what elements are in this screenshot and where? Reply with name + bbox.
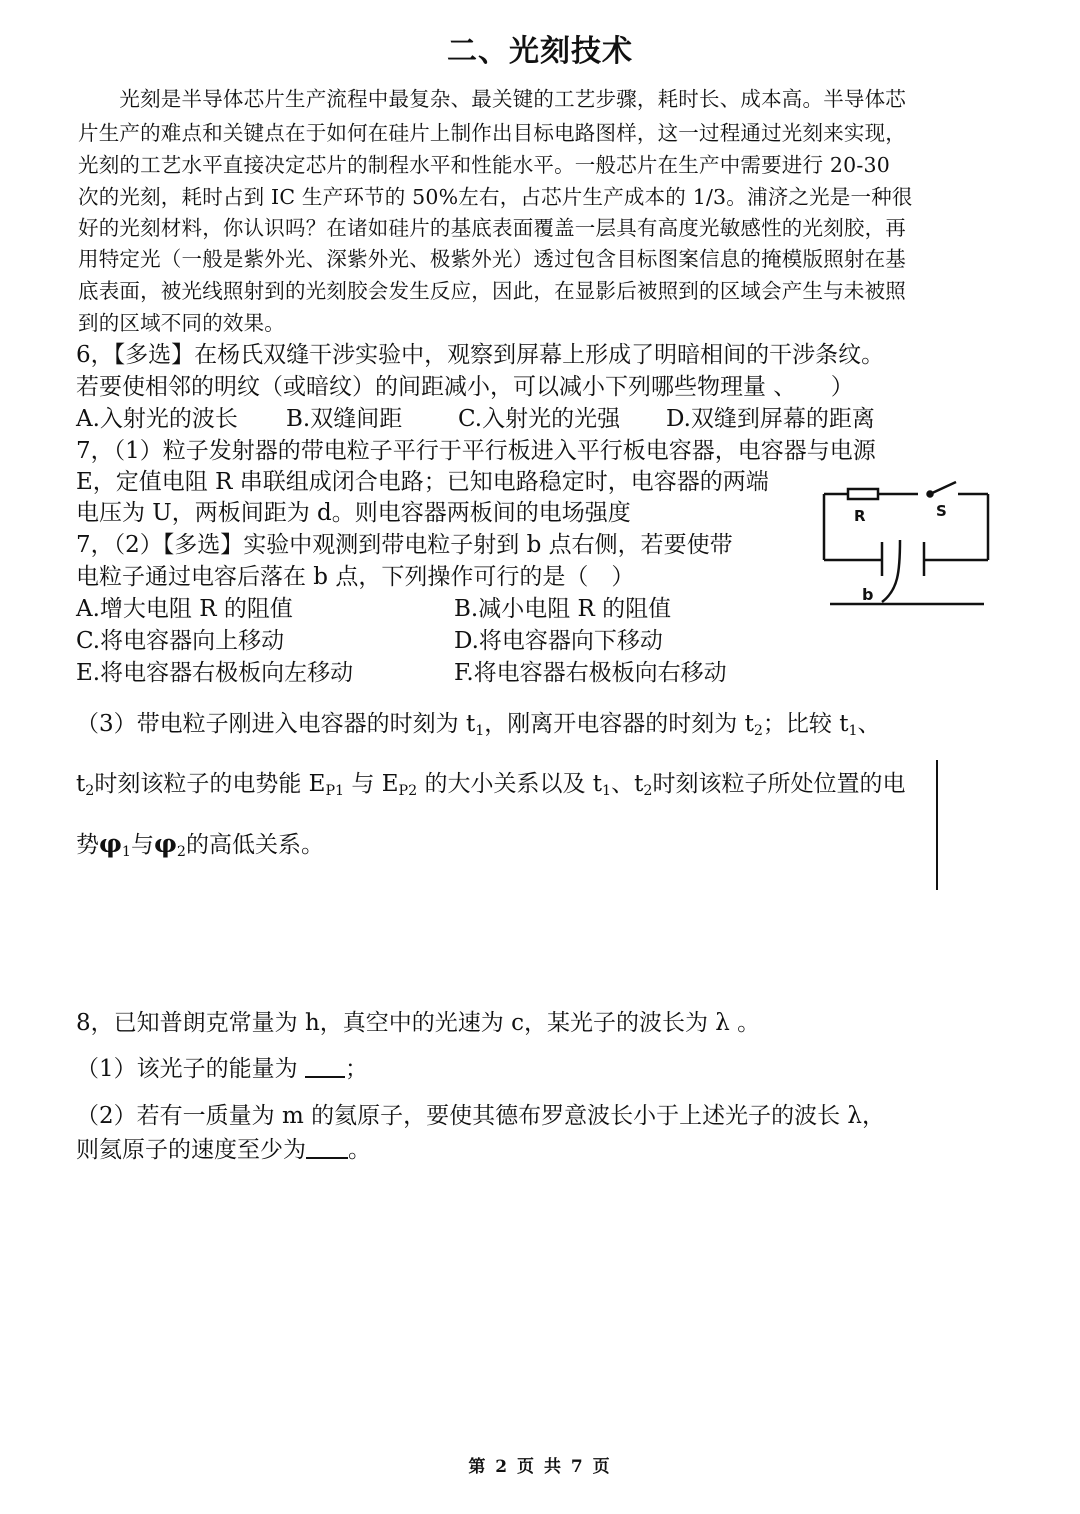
q7-part3-text: 与 (130, 832, 154, 858)
answer-blank[interactable] (305, 1056, 345, 1078)
q6-option-a: A.入射光的波长 (76, 406, 238, 432)
intro-line: 次的光刻，耗时占到 IC 生产环节的 50%左右，占芯片生产成本的 1/3。浦济之光是一种很 (78, 185, 913, 209)
answer-area-divider (936, 760, 938, 890)
q7-part3-text: 势 (76, 832, 99, 858)
q7-part3-line3 (76, 826, 324, 860)
q6-option-b: B.双缝间距 (286, 406, 403, 432)
intro-line: 用特定光（一般是紫外光、深紫外光、极紫外光）透过包含目标图案信息的掩模版照射在基 (78, 247, 906, 271)
subscript: 1 (602, 782, 612, 799)
resistor-label: R (854, 507, 866, 525)
particle-trajectory (882, 540, 900, 602)
q8-part1-end: ； (344, 1056, 368, 1082)
q8-part1-text: （1）该光子的能量为 (76, 1056, 305, 1082)
switch-label: S (936, 502, 947, 520)
intro-line: 光刻是半导体芯片生产流程中最复杂、最关键的工艺步骤，耗时长、成本高。半导体芯 (78, 87, 906, 111)
subscript: 2 (85, 782, 95, 799)
q8-stem: 8，已知普朗克常量为 h，真空中的光速为 c，某光子的波长为 λ 。 (76, 1010, 761, 1036)
q7-part2-line2: 电粒子通过电容后落在 b 点，下列操作可行的是（ ） (76, 564, 635, 590)
subscript: 1 (121, 843, 131, 860)
q7-part3-text: 、 (857, 711, 881, 737)
q8-part2-line1: （2）若有一质量为 m 的氦原子，要使其德布罗意波长小于上述光子的波长 λ， (76, 1103, 885, 1129)
subscript: P1 (325, 782, 345, 799)
q8-part2-text: 则氦原子的速度至少为 (76, 1137, 306, 1163)
subscript: 2 (176, 843, 186, 860)
q7-part3-text: 时刻该粒子的电势能 E (94, 771, 326, 797)
q7-part3-text: 与 E (344, 771, 399, 797)
section-title: 二、光刻技术 (447, 34, 633, 69)
subscript: 2 (753, 722, 763, 739)
point-b-label: b (862, 585, 874, 604)
q7-part1-line2: E，定值电阻 R 串联组成闭合电路；已知电路稳定时，电容器的两端 (76, 469, 769, 495)
answer-blank[interactable] (306, 1137, 348, 1159)
q7-part3-text: 、t (611, 771, 644, 797)
subscript: 2 (643, 782, 653, 799)
q6-stem-line1: 6，【多选】在杨氏双缝干涉实验中，观察到屏幕上形成了明暗相间的干涉条纹。 (76, 342, 885, 368)
phi-symbol: φ (153, 828, 177, 858)
intro-line: 光刻的工艺水平直接决定芯片的制程水平和性能水平。一般芯片在生产中需要进行 20-30 (78, 153, 891, 177)
q7-part2-line1: 7，（2）【多选】实验中观测到带电粒子射到 b 点右侧，若要使带 (76, 532, 733, 558)
q8-part1 (76, 1050, 368, 1083)
q7-option-e: E.将电容器右极板向左移动 (76, 660, 354, 686)
q7-option-a: A.增大电阻 R 的阻值 (76, 596, 293, 622)
resistor-symbol (848, 489, 878, 499)
q7-part3-line2 (76, 765, 905, 799)
subscript: P2 (398, 782, 418, 799)
q7-part3-text: ，刚离开电容器的时刻为 t (484, 711, 754, 737)
q7-part3-text: 的高低关系。 (185, 832, 324, 858)
intro-line: 好的光刻材料，你认识吗？在诸如硅片的基底表面覆盖一层具有高度光敏感性的光刻胶，再 (78, 216, 906, 240)
switch-arm (930, 482, 956, 494)
circuit-diagram (818, 478, 994, 612)
q8-part2-line2 (76, 1131, 371, 1164)
q6-stem-line2: 若要使相邻的明纹（或暗纹）的间距减小，可以减小下列哪些物理量 、 ） (76, 374, 854, 400)
subscript: 1 (848, 722, 858, 739)
q7-option-c: C.将电容器向上移动 (76, 628, 285, 654)
q7-part3-text: ；比较 t (762, 711, 849, 737)
q8-part2-end: 。 (348, 1137, 371, 1163)
q7-part1-line1: 7，（1）粒子发射器的带电粒子平行于平行板进入平行板电容器，电容器与电源 (76, 438, 876, 464)
page-number: 第 2 页 共 7 页 (468, 1457, 612, 1477)
q7-part3-text: 的大小关系以及 t (417, 771, 603, 797)
q7-part3-text: t (76, 771, 86, 797)
q7-option-b: B.减小电阻 R 的阻值 (454, 596, 672, 622)
q7-part3-line1 (76, 705, 881, 739)
q7-part3-text: （3）带电粒子刚进入电容器的时刻为 t (76, 711, 476, 737)
intro-line: 到的区域不同的效果。 (78, 311, 285, 335)
phi-symbol: φ (99, 828, 122, 858)
q6-option-d: D.双缝到屏幕的距离 (666, 406, 875, 432)
q7-part3-text: 时刻该粒子所处位置的电 (652, 771, 906, 797)
intro-line: 片生产的难点和关键点在于如何在硅片上制作出目标电路图样，这一过程通过光刻来实现， (78, 121, 906, 145)
q6-option-c: C.入射光的光强 (458, 406, 621, 432)
q7-part1-line3: 电压为 U，两板间距为 d。则电容器两板间的电场强度 (76, 500, 631, 526)
intro-line: 底表面，被光线照射到的光刻胶会发生反应，因此，在显影后被照到的区域会产生与未被照 (78, 279, 906, 303)
q7-option-f: F.将电容器右极板向右移动 (454, 660, 727, 686)
q7-option-d: D.将电容器向下移动 (454, 628, 663, 654)
subscript: 1 (475, 722, 485, 739)
